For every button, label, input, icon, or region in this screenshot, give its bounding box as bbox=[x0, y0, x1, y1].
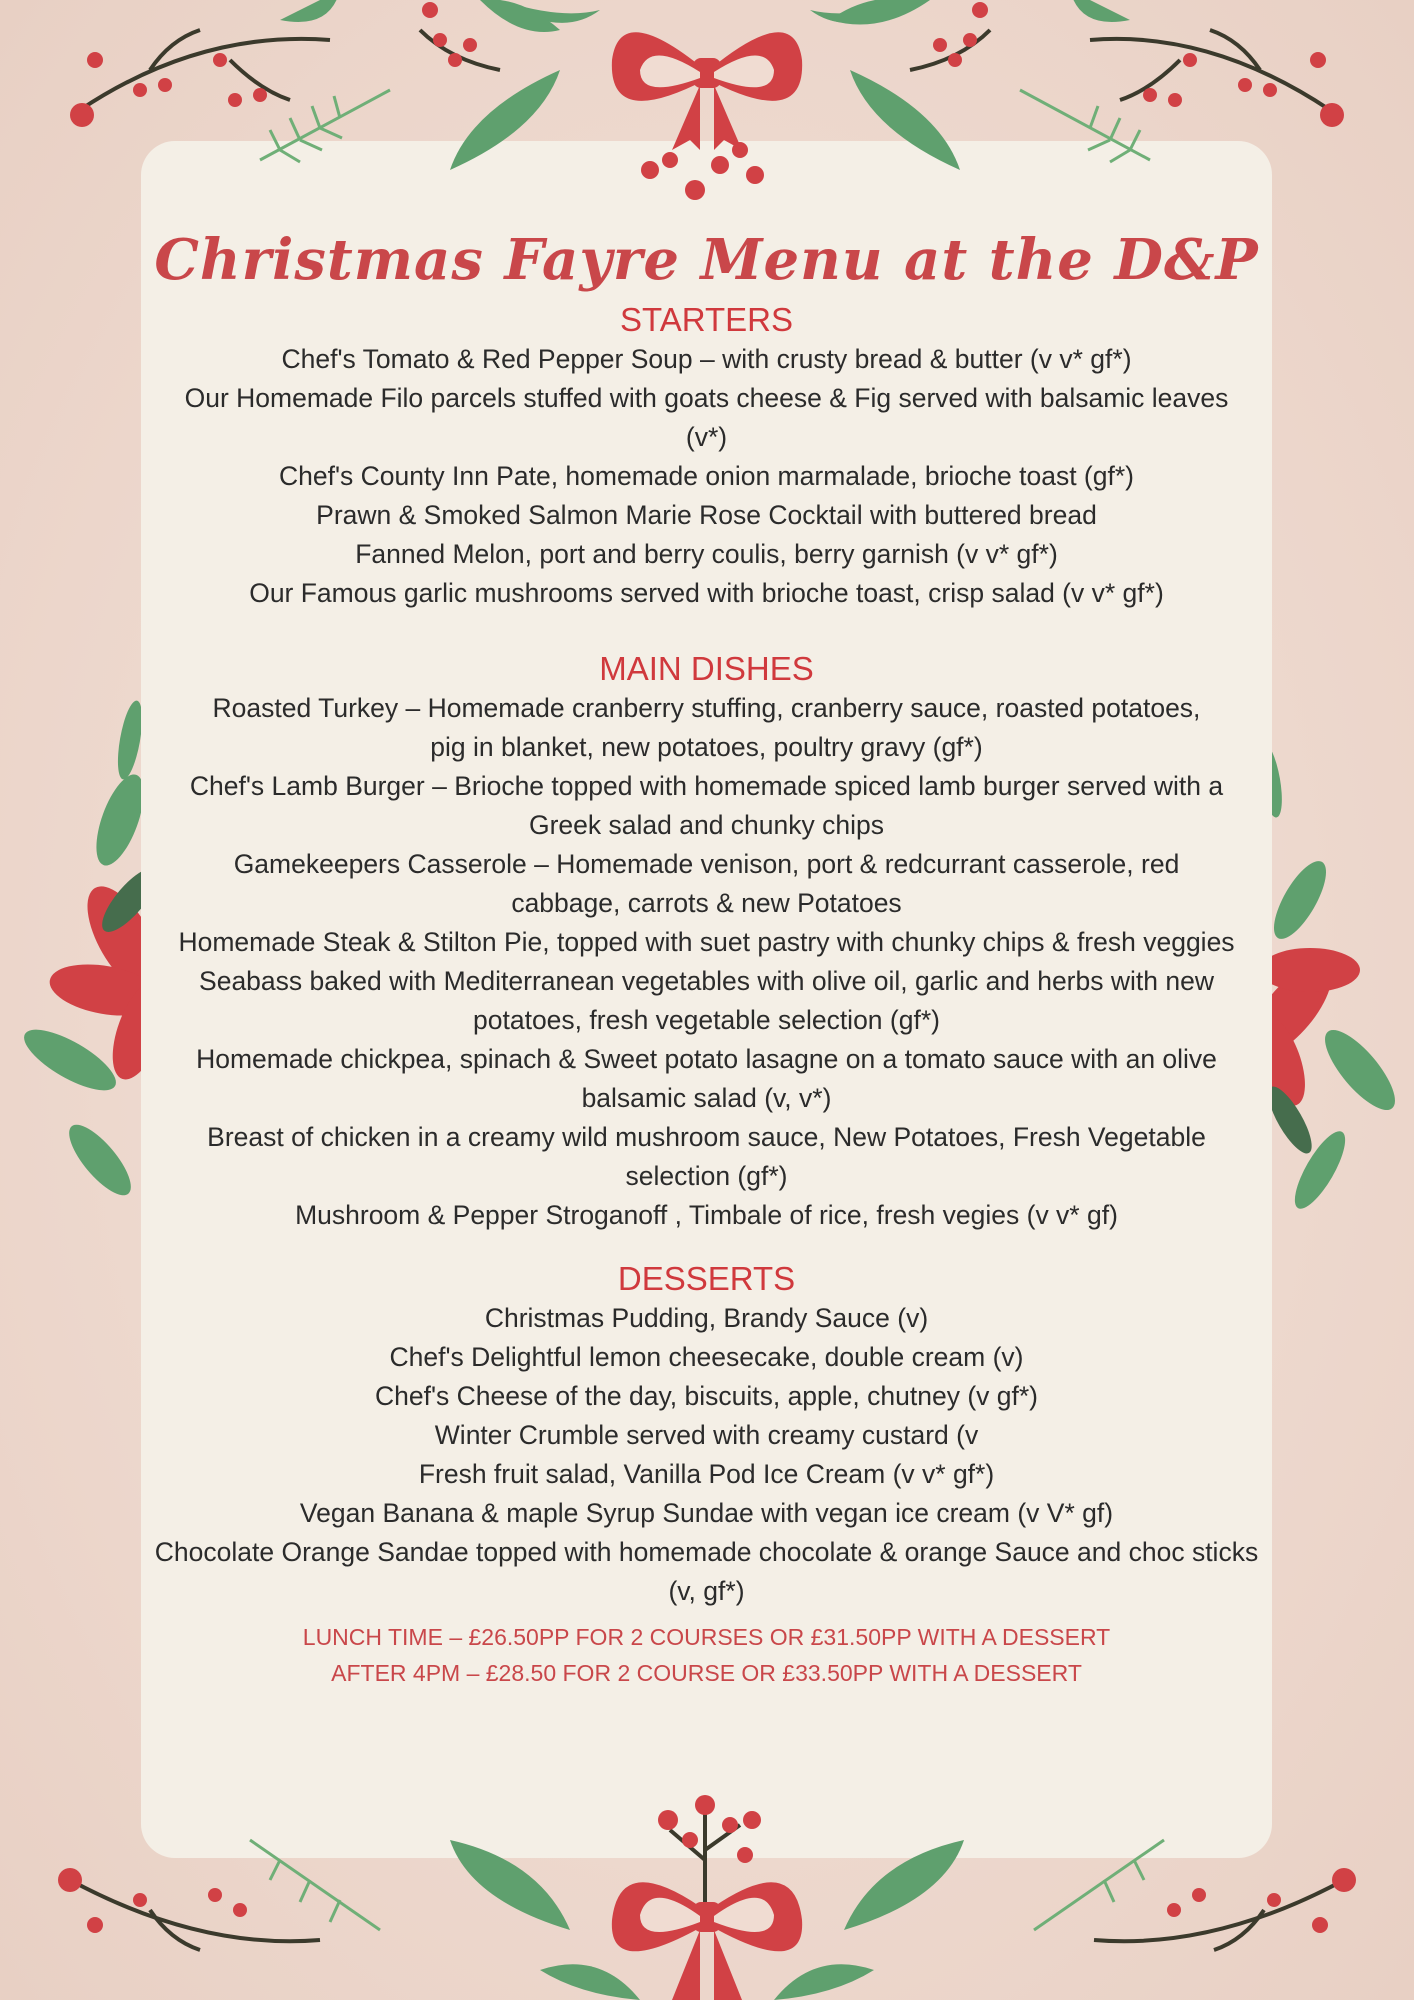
evening-price: AFTER 4PM – £28.50 FOR 2 COURSE OR £33.50PP WITH A DESSERT bbox=[331, 1660, 1082, 1686]
list-item: Fresh fruit salad, Vanilla Pod Ice Cream (v v* gf*) bbox=[418, 1459, 995, 1489]
list-item: Chef's Cheese of the day, biscuits, apple, chutney (v gf*) bbox=[374, 1381, 1038, 1411]
list-item: Roasted Turkey – Homemade cranberry stuffing, cranberry sauce, roasted potatoes, pig in blanket, new potatoes, poultry gravy (gf*) bbox=[212, 693, 1201, 762]
bottom-garland bbox=[0, 1780, 1414, 2000]
list-item: Seabass baked with Mediterranean vegetables with olive oil, garlic and herbs with new potatoes, fresh vegetable selection (gf*) bbox=[199, 966, 1214, 1035]
mains-heading: MAIN DISHES bbox=[599, 650, 814, 687]
list-item: Chef's Tomato & Red Pepper Soup – with crusty bread & butter (v v* gf*) bbox=[281, 344, 1132, 374]
list-item: Chef's Delightful lemon cheesecake, double cream (v) bbox=[389, 1342, 1024, 1372]
list-item: Chocolate Orange Sandae topped with homemade chocolate & orange Sauce and choc sticks (v, gf*) bbox=[154, 1537, 1259, 1606]
starters-list bbox=[141, 340, 1272, 613]
list-item: Prawn & Smoked Salmon Marie Rose Cocktail with buttered bread bbox=[316, 500, 1097, 530]
list-item: Fanned Melon, port and berry coulis, berry garnish (v v* gf*) bbox=[355, 539, 1058, 569]
list-item: Homemade Steak & Stilton Pie, topped with suet pastry with chunky chips & fresh veggies bbox=[178, 927, 1235, 957]
top-garland bbox=[0, 0, 1414, 220]
list-item: Gamekeepers Casserole – Homemade venison, port & redcurrant casserole, red cabbage, carrots & new Potatoes bbox=[233, 849, 1180, 918]
list-item: Chef's Lamb Burger – Brioche topped with homemade spiced lamb burger served with a Greek salad and chunky chips bbox=[189, 771, 1224, 840]
list-item: Homemade chickpea, spinach & Sweet potato lasagne on a tomato sauce with an olive balsamic salad (v, v*) bbox=[196, 1044, 1217, 1113]
red-bow-icon bbox=[612, 32, 802, 150]
pine-branch-icon bbox=[260, 90, 1150, 162]
menu-content bbox=[141, 220, 1272, 1691]
list-item: Breast of chicken in a creamy wild mushroom sauce, New Potatoes, Fresh Vegetable selection (gf*) bbox=[207, 1122, 1206, 1191]
lunch-price: LUNCH TIME – £26.50PP FOR 2 COURSES OR £31.50PP WITH A DESSERT bbox=[302, 1624, 1111, 1650]
list-item: Our Homemade Filo parcels stuffed with goats cheese & Fig served with balsamic leaves (v*) bbox=[184, 383, 1229, 452]
desserts-heading: DESSERTS bbox=[617, 1260, 796, 1297]
list-item: Christmas Pudding, Brandy Sauce (v) bbox=[484, 1303, 929, 1333]
desserts-list bbox=[141, 1299, 1272, 1611]
list-item: Our Famous garlic mushrooms served with brioche toast, crisp salad (v v* gf*) bbox=[249, 578, 1164, 608]
list-item: Winter Crumble served with creamy custard (v bbox=[434, 1420, 979, 1450]
mains-list bbox=[141, 689, 1272, 1235]
pricing-block bbox=[141, 1619, 1272, 1691]
list-item: Chef's County Inn Pate, homemade onion marmalade, brioche toast (gf*) bbox=[279, 461, 1134, 491]
list-item: Vegan Banana & maple Syrup Sundae with vegan ice cream (v V* gf) bbox=[299, 1498, 1114, 1528]
starters-heading: STARTERS bbox=[620, 301, 793, 338]
menu-title: Christmas Fayre Menu at the D&P bbox=[154, 227, 1259, 293]
list-item: Mushroom & Pepper Stroganoff , Timbale of rice, fresh vegies (v v* gf) bbox=[295, 1200, 1118, 1230]
